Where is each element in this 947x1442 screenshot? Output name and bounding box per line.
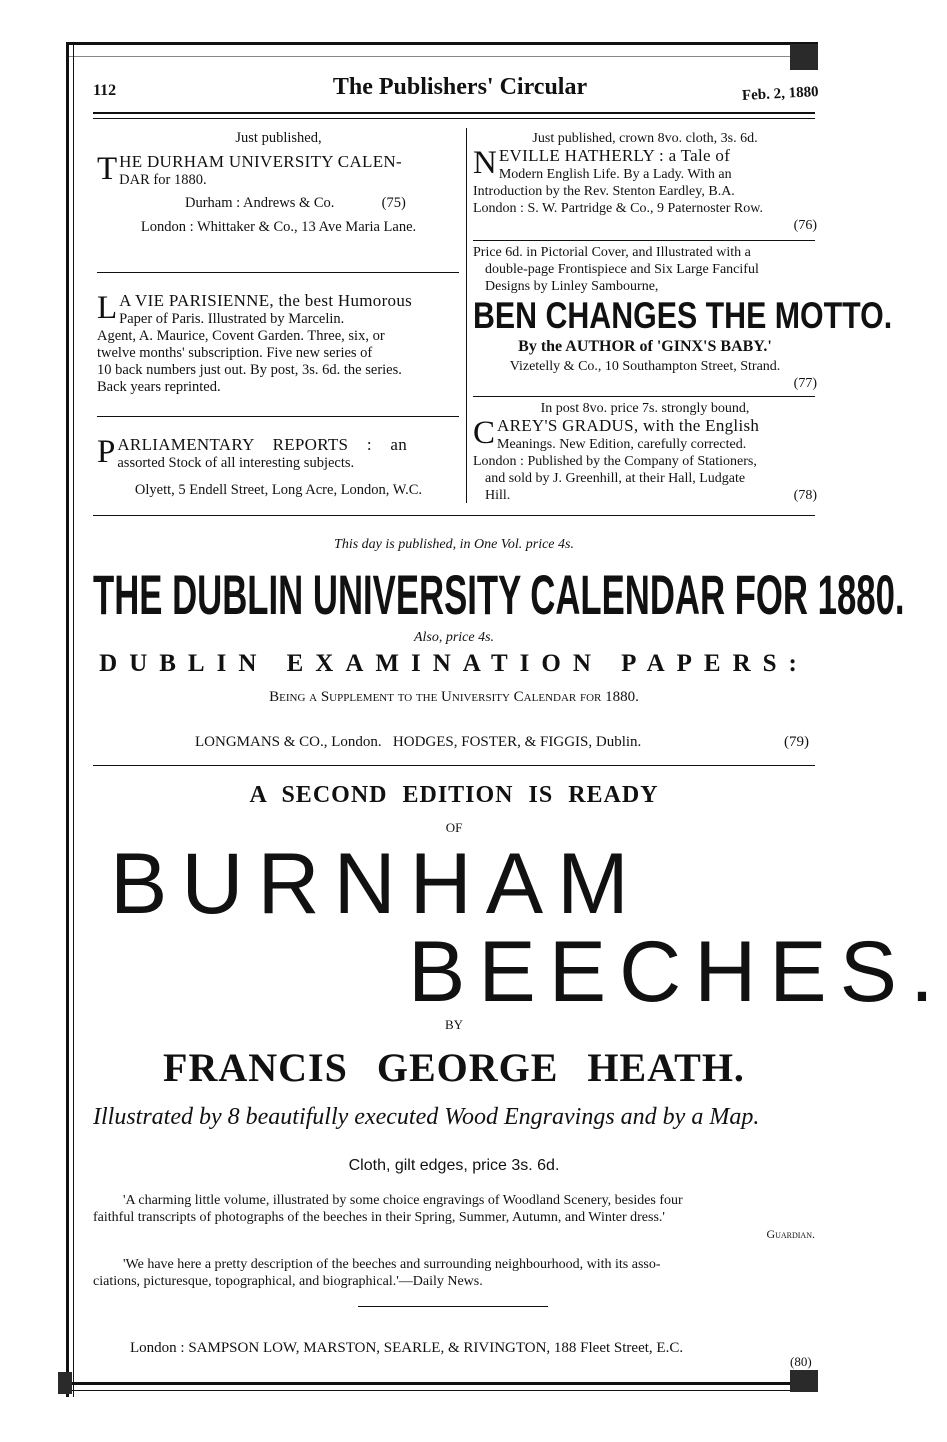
price-line: Cloth, gilt edges, price 3s. 6d. — [348, 1157, 560, 1174]
bottom-bar — [66, 1382, 818, 1385]
top-right-ornament — [790, 44, 818, 70]
ad-title: HE DURHAM UNIVERSITY CALEN- — [119, 152, 402, 171]
of-line: OF — [445, 820, 463, 835]
ad-la-vie-parisienne — [97, 292, 460, 396]
ad-durham-calendar — [97, 130, 460, 236]
ad-line: assorted Stock of all interesting subjects. — [117, 455, 355, 471]
ad-kicker: In post 8vo. price 7s. strongly bound, — [540, 401, 750, 416]
dublin-kicker: This day is published, in One Vol. price 4s. — [334, 537, 574, 552]
ad-number: (78) — [793, 488, 817, 503]
author-name: FRANCIS GEORGE HEATH. — [163, 1045, 745, 1090]
running-title: The Publishers' Circular — [332, 74, 588, 100]
dublin-supplement: Being a Supplement to the University Calendar for 1880. — [269, 689, 639, 705]
section-rule-2 — [93, 765, 815, 766]
ad-line: Meanings. New Edition, carefully corrected. — [497, 437, 747, 452]
bottom-left-ornament — [58, 1372, 72, 1394]
ad-line: Paper of Paris. Illustrated by Marcelin. — [119, 311, 345, 327]
ad-address: Olyett, 5 Endell Street, Long Acre, London, W.C. — [134, 482, 423, 498]
left-rule-1 — [97, 272, 459, 273]
right-rule-1 — [473, 240, 815, 241]
ad-line: Introduction by the Rev. Stenton Eardley, B.A. — [473, 184, 735, 199]
drop-cap: T — [97, 151, 118, 187]
publisher-address: London : SAMPSON LOW, MARSTON, SEARLE, & RIVINGTON, 188 Fleet Street, E.C. — [130, 1340, 684, 1356]
ad-line: Designs by Linley Sambourne, — [485, 279, 659, 294]
book-title-line-1: BURNHAM — [110, 836, 643, 932]
ad-line: London : Published by the Company of Stationers, — [473, 454, 757, 469]
column-divider — [466, 128, 467, 503]
page-number: 112 — [93, 82, 117, 99]
burnham-number: (80) — [790, 1354, 812, 1369]
ad-line: Hill. — [485, 488, 511, 503]
ad-line: Modern English Life. By a Lady. With an — [498, 167, 732, 182]
ad-number: (77) — [793, 376, 817, 391]
illustrated-line: Illustrated by 8 beautifully executed Wood Engravings and by a Map. — [93, 1104, 760, 1130]
review-text: faithful transcripts of photographs of the beeches in their Spring, Summer, Autumn, and Winter dress.' — [93, 1210, 665, 1225]
ad-publisher: Durham : Andrews & Co. — [185, 195, 335, 211]
ad-line: London : S. W. Partridge & Co., 9 Paternoster Row. — [473, 201, 763, 216]
review-text: 'A charming little volume, illustrated by some choice engravings of Woodland Scenery, besides four — [123, 1193, 683, 1208]
dublin-also: Also, price 4s. — [413, 630, 495, 645]
ad-headline: BEN CHANGES THE MOTTO. — [473, 295, 893, 336]
ad-title: EVILLE HATHERLY : a Tale of — [498, 146, 731, 165]
issue-date: Feb. 2, 1880 — [741, 84, 820, 104]
ad-line: double-page Frontispiece and Six Large Fanciful — [485, 262, 759, 277]
dublin-headline-2: DUBLIN EXAMINATION PAPERS: — [99, 650, 809, 677]
review-guardian — [93, 1192, 815, 1243]
left-border-rule — [66, 42, 69, 1397]
ad-number: (76) — [793, 218, 817, 233]
drop-cap: L — [97, 290, 118, 326]
section-rule-1 — [93, 515, 815, 516]
dublin-number: (79) — [784, 734, 809, 750]
drop-cap: C — [473, 415, 496, 451]
ad-byline: By the AUTHOR of 'GINX'S BABY.' — [518, 338, 772, 355]
ad-number: (75) — [381, 195, 406, 211]
ad-line: and sold by J. Greenhill, at their Hall, Ludgate — [485, 471, 746, 486]
header-rule — [93, 112, 815, 114]
ad-neville-hatherly — [473, 130, 817, 234]
dublin-headline: THE DUBLIN UNIVERSITY CALENDAR FOR 1880. — [93, 563, 905, 626]
left-rule-2 — [97, 416, 459, 417]
ad-title-cont: DAR for 1880. — [119, 172, 207, 188]
ad-title: AREY'S GRADUS, with the English — [497, 416, 760, 435]
short-rule — [358, 1306, 548, 1307]
ad-careys-gradus — [473, 400, 817, 504]
right-rule-2 — [473, 396, 815, 397]
review-text: 'We have here a pretty description of the beeches and surrounding neighbourhood, with its asso- — [123, 1257, 661, 1272]
ad-address: London : Whittaker & Co., 13 Ave Maria Lane. — [140, 219, 417, 235]
drop-cap: N — [473, 145, 497, 181]
review-text: ciations, picturesque, topographical, and biographical.'—Daily News. — [93, 1274, 483, 1289]
ad-parliamentary-reports — [97, 436, 460, 499]
ad-line: 10 back numbers just out. By post, 3s. 6d. the series. — [97, 362, 402, 378]
left-border-rule-thin — [73, 42, 74, 1397]
review-source: Guardian. — [766, 1227, 815, 1241]
top-bar — [66, 42, 818, 45]
drop-cap: P — [97, 434, 116, 470]
ad-kicker: Just published, crown 8vo. cloth, 3s. 6d. — [532, 131, 758, 146]
ad-kicker: Just published, — [235, 130, 322, 146]
ad-line: Back years reprinted. — [97, 379, 221, 395]
book-title-line-2: BEECHES. — [408, 924, 947, 1020]
ad-line: Agent, A. Maurice, Covent Garden. Three, six, or — [97, 328, 385, 344]
bottom-bar-thin — [66, 1390, 818, 1391]
top-bar-thin — [66, 56, 818, 57]
edition-heading: A SECOND EDITION IS READY — [249, 782, 659, 808]
review-daily-news — [93, 1256, 815, 1290]
ad-line: Price 6d. in Pictorial Cover, and Illustrated with a — [473, 245, 751, 260]
by-line: BY — [444, 1017, 464, 1032]
bottom-right-ornament — [790, 1370, 818, 1392]
ad-title: A VIE PARISIENNE, the best Humorous — [119, 291, 413, 310]
dublin-headline-wrap — [93, 562, 905, 628]
ad-publisher: Vizetelly & Co., 10 Southampton Street, Strand. — [509, 359, 781, 374]
ad-ben-changes-the-motto — [473, 244, 893, 392]
header-rule-2 — [93, 118, 815, 119]
ad-line: twelve months' subscription. Five new series of — [97, 345, 373, 361]
dublin-publishers: LONGMANS & CO., London. HODGES, FOSTER, & FIGGIS, Dublin. — [195, 734, 642, 750]
ad-title: ARLIAMENTARY REPORTS : an — [117, 435, 408, 454]
